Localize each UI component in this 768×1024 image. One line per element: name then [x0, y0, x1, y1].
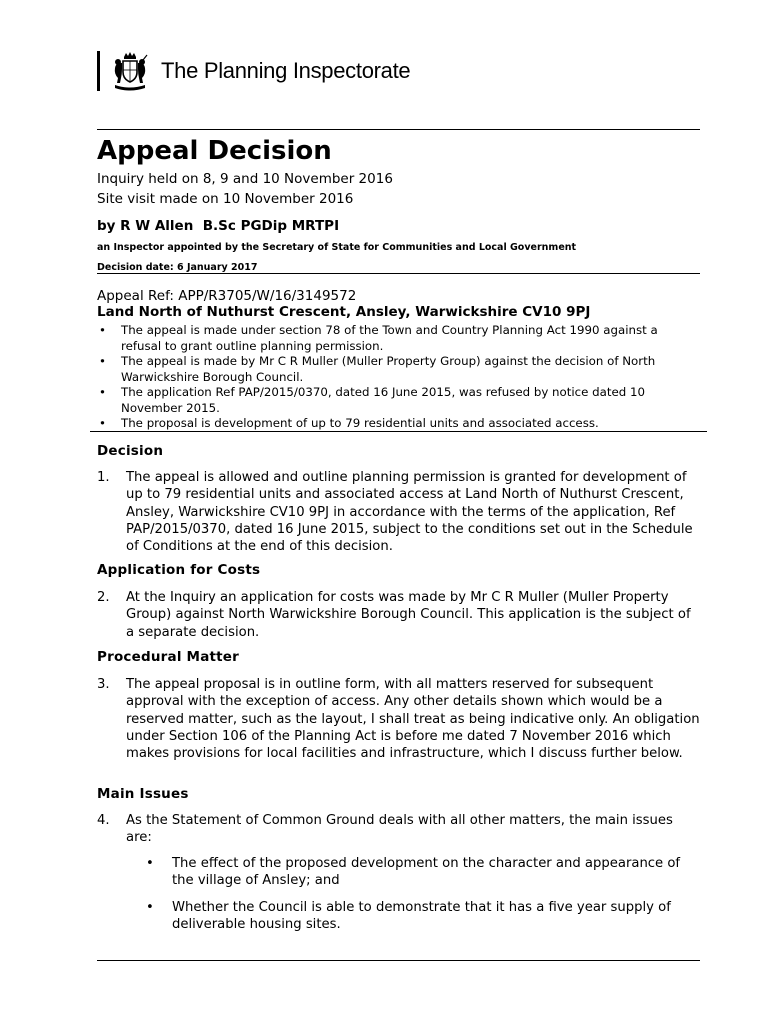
- by-prefix: by: [97, 218, 116, 234]
- paragraph-text: The appeal is allowed and outline planning permission is granted for development of up to 79 residential units and associated access at Land North of Nuthurst Crescent, Ansley, Warwickshire CV10 9PJ in accordance with the terms of the application, Ref PAP/2015/0370, dated 16 June 2015, subject to the conditions set out in the Schedule of Conditions at the end of this decision.: [126, 470, 693, 555]
- decision-date: 6 January 2017: [177, 262, 258, 273]
- page-title: Appeal Decision: [97, 136, 332, 166]
- coat-of-arms-icon: [109, 50, 151, 92]
- paragraph-2: [97, 589, 700, 641]
- bullet-icon: •: [99, 416, 106, 430]
- organisation-name: The Planning Inspectorate: [161, 58, 411, 83]
- appeal-site: Land North of Nuthurst Crescent, Ansley, Warwickshire CV10 9PJ: [97, 304, 591, 320]
- appeal-ref-label: Appeal Ref:: [97, 288, 174, 304]
- main-issues-heading: Main Issues: [97, 786, 189, 802]
- bullet-icon: •: [99, 323, 106, 337]
- paragraph-number: 4.: [97, 813, 110, 828]
- decision-date-line: [97, 259, 257, 277]
- list-item: • The application Ref PAP/2015/0370, dated 16 June 2015, was refused by notice dated 10 November 2015.: [99, 385, 645, 415]
- paragraph-text: As the Statement of Common Ground deals with all other matters, the main issues are:: [126, 813, 673, 846]
- decision-heading: Decision: [97, 443, 164, 459]
- rule-after-summary: [90, 431, 707, 432]
- appeal-ref: APP/R3705/W/16/3149572: [178, 288, 357, 304]
- bullet-icon: •: [146, 900, 154, 915]
- site-visit-line: Site visit made on 10 November 2016: [97, 191, 354, 207]
- paragraph-4: [97, 812, 700, 847]
- list-item: • The appeal is made under section 78 of the Town and Country Planning Act 1990 against a refusal to grant outline planning permission.: [99, 323, 658, 353]
- footer-rule: [97, 960, 700, 961]
- paragraph-text: At the Inquiry an application for costs was made by Mr C R Muller (Muller Property Group) against North Warwickshire Borough Council. This application is the subject of a separate decision.: [126, 590, 691, 640]
- decision-date-label: Decision date:: [97, 262, 174, 273]
- rule-after-date: [97, 273, 700, 274]
- inspector-name: R W Allen B.Sc PGDip MRTPI: [120, 218, 340, 234]
- issue-text: The effect of the proposed development on the character and appearance of the village of Ansley; and: [172, 856, 681, 889]
- costs-heading: Application for Costs: [97, 562, 261, 578]
- inquiry-line: Inquiry held on 8, 9 and 10 November 2016: [97, 171, 393, 187]
- appeal-summary-list: [97, 323, 700, 432]
- bullet-icon: •: [99, 354, 106, 368]
- page-header: [97, 50, 410, 92]
- list-item: • The appeal is made by Mr C R Muller (Muller Property Group) against the decision of North Warwickshire Borough Council.: [99, 354, 656, 384]
- inspector-role: an Inspector appointed by the Secretary of State for Communities and Local Government: [97, 242, 577, 253]
- header-divider: [97, 51, 100, 91]
- paragraph-number: 3.: [97, 677, 110, 692]
- issue-text: Whether the Council is able to demonstrate that it has a five year supply of deliverable housing sites.: [172, 900, 671, 933]
- paragraph-number: 1.: [97, 470, 110, 485]
- issue-item: [146, 855, 700, 890]
- paragraph-1: [97, 469, 700, 555]
- paragraph-text: The appeal proposal is in outline form, with all matters reserved for subsequent approval with the exception of access. Any other details shown which would be a reserved matter, such as the layout, I shall treat as being indicative only. An obligation under Section 106 of the Planning Act is before me dated 7 November 2016 which makes provisions for local facilities and infrastructure, which I discuss further below.: [126, 677, 700, 762]
- paragraph-3: [97, 676, 700, 762]
- issue-item: [146, 899, 700, 934]
- list-item: • The proposal is development of up to 79 residential units and associated access.: [99, 416, 599, 430]
- paragraph-number: 2.: [97, 590, 110, 605]
- bullet-icon: •: [99, 385, 106, 399]
- top-rule: [97, 129, 700, 130]
- procedural-heading: Procedural Matter: [97, 649, 240, 665]
- inspector-line: [97, 217, 339, 235]
- bullet-icon: •: [146, 856, 154, 871]
